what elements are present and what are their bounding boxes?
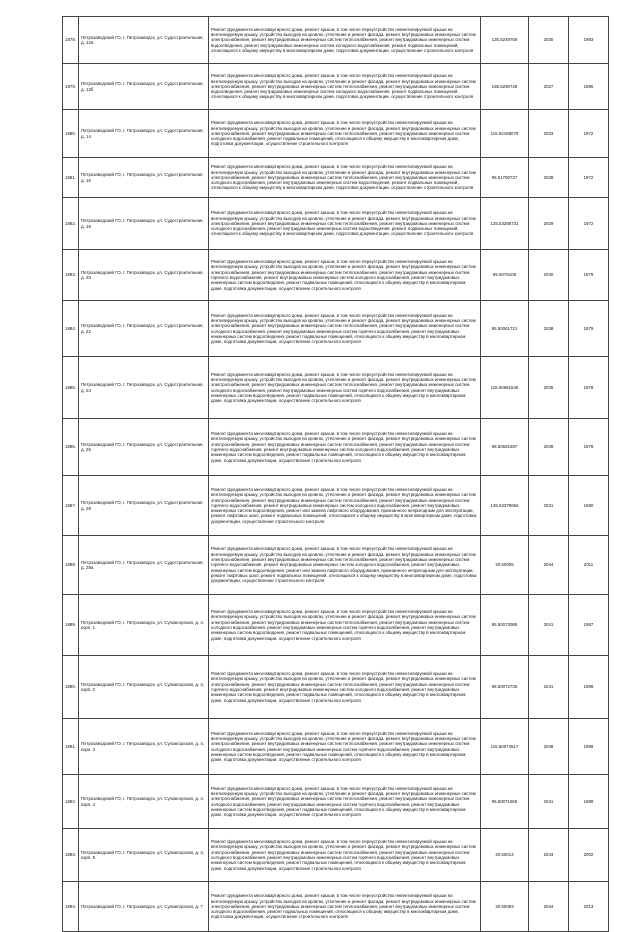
address-cell: Петрозаводский ГО, г. Петрозаводск, ул. Судостроительная, д. 24 (79, 357, 209, 419)
works-cell: Ремонт фундамента многоквартирного дома, ремонт крыши, в том числе переустройство невентилируемой крыши на вентилируемую крышу, устройство выходов на кровлю, утепление и ремонт фасада, ремонт внутридомовых инженерных систем электроснабжения, ремонт внутридомовых инженерных систем теплоснабжения, ремонт внутридомовых инженерных систем горячего водоснабжения, ремонт внутридомовых инженерных систем холодного водоснабжения, ремонт внутридомовых инженерных систем водоотведения, ремонт подвальных помещений, относящихся к общему имуществу в многоквартирном доме, подготовка документации, осуществление строительного контроля (209, 419, 481, 476)
works-cell: Ремонт фундамента многоквартирного дома, ремонт крыши, в том числе переустройство невентилируемой крыши на вентилируемую крышу, устройство выходов на кровлю, утепление и ремонт фасада, ремонт внутридомовых инженерных систем электроснабжения, ремонт внутридомовых инженерных систем теплоснабжения, ремонт внутридомовых инженерных систем холодного водоснабжения, ремонт внутридомовых инженерных систем горячего водоснабжения, ремонт внутридомовых инженерных систем водоотведения, ремонт подвальных помещений, относящихся к общему имуществу в многоквартирном доме, подготовка документации, осуществление строительного контроля (209, 719, 481, 775)
row-number: 1883. (63, 250, 79, 301)
cost-cell: 115.50681546 (481, 357, 529, 419)
planned-year-cell: 2040 (529, 250, 569, 301)
planned-year-cell: 2043 (529, 829, 569, 882)
table-row (63, 882, 609, 932)
built-year-cell: 2011 (569, 536, 609, 595)
address-cell: Петрозаводский ГО, г. Петрозаводск, ул. Сулажгорская, д. 4, корп. 2 (79, 656, 209, 719)
cost-cell: 20.50014 (481, 829, 529, 882)
address-cell: Петрозаводский ГО, г. Петрозаводск, ул. Судостроительная, д. 18 (79, 198, 209, 250)
planned-year-cell: 2036 (529, 357, 569, 419)
address-cell: Петрозаводский ГО, г. Петрозаводск, ул. Судостроительная, д. 12а (79, 17, 209, 64)
address-cell: Петрозаводский ГО, г. Петрозаводск, ул. Судостроительная, д. 28а (79, 536, 209, 595)
program-table (62, 16, 609, 932)
table-row (63, 110, 609, 158)
cost-cell: 95.5075109 (481, 250, 529, 301)
works-cell: Ремонт фундамента многоквартирного дома, ремонт крыши, в том числе переустройство невентилируемой крыши на вентилируемую крышу, устройство выходов на кровлю, утепление и ремонт фасада, ремонт внутридомовых инженерных систем электроснабжения, ремонт внутридомовых инженерных систем теплоснабжения, ремонт внутридомовых инженерных систем водоотведения, ремонт внутридомовых инженерных систем холодного водоснабжения, ремонт подвальных помещений, относящихся к общему имуществу в многоквартирном доме, подготовка документации, осуществление строительного контроля (209, 64, 481, 110)
planned-year-cell: 2038 (529, 719, 569, 775)
table-row (63, 719, 609, 775)
built-year-cell: 1986 (569, 64, 609, 110)
cost-cell: 95.50061721 (481, 301, 529, 357)
cost-cell: 95.51790737 (481, 158, 529, 198)
address-cell: Петрозаводский ГО, г. Петрозаводск, ул. Сулажгорская, д. 4, корп. 1 (79, 595, 209, 656)
built-year-cell: 1983 (569, 17, 609, 64)
row-number: 1878. (63, 17, 79, 64)
works-cell: Ремонт фундамента многоквартирного дома, ремонт крыши, в том числе переустройство невентилируемой крыши на вентилируемую крышу, устройство выходов на кровлю, утепление и ремонт фасада, ремонт внутридомовых инженерных систем электроснабжения, ремонт внутридомовых инженерных систем теплоснабжения, ремонт внутридомовых инженерных систем водоотведения, ремонт внутридомовых инженерных систем холодного водоснабжения, ремонт подвальных помещений, относящихся к общему имуществу в многоквартирном доме, подготовка документации, осуществление строительного контроля (209, 17, 481, 64)
works-cell: Ремонт фундамента многоквартирного дома, ремонт крыши, в том числе переустройство невентилируемой крыши на вентилируемую крышу, устройство выходов на кровлю, утепление и ремонт фасада, ремонт внутридомовых инженерных систем электроснабжения, ремонт внутридомовых инженерных систем теплоснабжения, ремонт внутридомовых инженерных систем холодного водоснабжения, ремонт внутридомовых инженерных систем водоотведения, ремонт подвальных помещений, относящихся к общему имуществу в многоквартирном доме, подготовка документации, осуществление строительного контроля (209, 198, 481, 250)
cost-cell: 155.5290748 (481, 64, 529, 110)
cost-cell: 115.52168079 (481, 110, 529, 158)
table-row (63, 301, 609, 357)
planned-year-cell: 2041 (529, 595, 569, 656)
built-year-cell: 1980 (569, 476, 609, 536)
built-year-cell: 1979 (569, 250, 609, 301)
cost-cell: 20.50093 (481, 882, 529, 932)
row-number: 1891. (63, 719, 79, 775)
built-year-cell: 1987 (569, 595, 609, 656)
row-number: 1886. (63, 419, 79, 476)
cost-cell: 135.52379666 (481, 476, 529, 536)
row-number: 1882. (63, 198, 79, 250)
works-cell: Ремонт фундамента многоквартирного дома, ремонт крыши, в том числе переустройство невентилируемой крыши на вентилируемую крышу, устройство выходов на кровлю, утепление и ремонт фасада, ремонт внутридомовых инженерных систем электроснабжения, ремонт внутридомовых инженерных систем теплоснабжения, ремонт внутридомовых инженерных систем холодного водоснабжения, ремонт внутридомовых инженерных систем горячего водоснабжения, ремонт внутридомовых инженерных систем водоотведения, ремонт подвальных помещений, относящихся к общему имуществу в многоквартирном доме, подготовка документации, осуществление строительного контроля (209, 829, 481, 882)
cost-cell: 95.50071665 (481, 775, 529, 829)
table-row (63, 775, 609, 829)
table-row (63, 595, 609, 656)
row-number: 1881. (63, 158, 79, 198)
planned-year-cell: 2027 (529, 64, 569, 110)
built-year-cell: 1989 (569, 775, 609, 829)
built-year-cell: 1972 (569, 158, 609, 198)
address-cell: Петрозаводский ГО, г. Петрозаводск, ул. Судостроительная, д. 22 (79, 301, 209, 357)
built-year-cell: 2002 (569, 829, 609, 882)
cost-cell: 115.50074517 (481, 719, 529, 775)
address-cell: Петрозаводский ГО, г. Петрозаводск, ул. Судостроительная, д. 14 (79, 110, 209, 158)
address-cell: Петрозаводский ГО, г. Петрозаводск, ул. Судостроительная, д. 20 (79, 250, 209, 301)
row-number: 1894. (63, 882, 79, 932)
table-row (63, 17, 609, 64)
row-number: 1879. (63, 64, 79, 110)
works-cell: Ремонт фундамента многоквартирного дома, ремонт крыши, в том числе переустройство невентилируемой крыши на вентилируемую крышу, устройство выходов на кровлю, утепление и ремонт фасада, ремонт внутридомовых инженерных систем электроснабжения, ремонт внутридомовых инженерных систем теплоснабжения, ремонт внутридомовых инженерных систем холодного водоснабжения, ремонт подвальных помещений, относящихся к общему имуществу в многоквартирном доме, подготовка документации, осуществление строительного контроля (209, 110, 481, 158)
address-cell: Петрозаводский ГО, г. Петрозаводск, ул. Судостроительная, д. 16 (79, 158, 209, 198)
built-year-cell: 1979 (569, 301, 609, 357)
built-year-cell: 1988 (569, 656, 609, 719)
table-row (63, 656, 609, 719)
table-row (63, 198, 609, 250)
planned-year-cell: 2033 (529, 110, 569, 158)
works-cell: Ремонт фундамента многоквартирного дома, ремонт крыши, в том числе переустройство невентилируемой крыши на вентилируемую крышу, устройство выходов на кровлю, утепление и ремонт фасада, ремонт внутридомовых инженерных систем электроснабжения, ремонт внутридомовых инженерных систем теплоснабжения, ремонт внутридомовых инженерных систем холодного водоснабжения, ремонт внутридомовых инженерных систем горячего водоснабжения, ремонт внутридомовых инженерных систем водоотведения, ремонт подвальных помещений, относящихся к общему имуществу в многоквартирном доме, подготовка документации, осуществление строительного контроля (209, 357, 481, 419)
built-year-cell: 1972 (569, 198, 609, 250)
row-number: 1888. (63, 536, 79, 595)
row-number: 1889. (63, 595, 79, 656)
planned-year-cell: 2038 (529, 301, 569, 357)
row-number: 1887. (63, 476, 79, 536)
works-cell: Ремонт фундамента многоквартирного дома, ремонт крыши, в том числе переустройство невентилируемой крыши на вентилируемую крышу, устройство выходов на кровлю, утепление и ремонт фасада, ремонт внутридомовых инженерных систем электроснабжения, ремонт внутридомовых инженерных систем теплоснабжения, ремонт внутридомовых инженерных систем горячего водоснабжения, ремонт внутридомовых инженерных систем холодного водоснабжения, ремонт внутридомовых инженерных систем водоотведения, ремонт или замена лифтового оборудования, признанного непригодным для эксплуатации, ремонт лифтовых шахт, ремонт подвальных помещений, относящихся к общему имуществу в многоквартирном доме, подготовка документации, осуществление строительного контроля (209, 536, 481, 595)
row-number: 1893. (63, 829, 79, 882)
cost-cell: 95.50681697 (481, 419, 529, 476)
cost-cell: 135.53288731 (481, 198, 529, 250)
planned-year-cell: 2044 (529, 882, 569, 932)
address-cell: Петрозаводский ГО, г. Петрозаводск, ул. Сулажгорская, д. 4, корп. 5 (79, 829, 209, 882)
cost-cell: 95.50073085 (481, 595, 529, 656)
works-cell: Ремонт фундамента многоквартирного дома, ремонт крыши, в том числе переустройство невентилируемой крыши на вентилируемую крышу, устройство выходов на кровлю, утепление и ремонт фасада, ремонт внутридомовых инженерных систем электроснабжения, ремонт внутридомовых инженерных систем теплоснабжения, ремонт внутридомовых инженерных систем холодного водоснабжения, ремонт внутридомовых инженерных систем горячего водоснабжения, ремонт внутридомовых инженерных систем водоотведения, ремонт подвальных помещений, относящихся к общему имуществу в многоквартирном доме, подготовка документации, осуществление строительного контроля (209, 775, 481, 829)
built-year-cell: 1978 (569, 419, 609, 476)
table-row (63, 829, 609, 882)
works-cell: Ремонт фундамента многоквартирного дома, ремонт крыши, в том числе переустройство невентилируемой крыши на вентилируемую крышу, устройство выходов на кровлю, утепление и ремонт фасада, ремонт внутридомовых инженерных систем электроснабжения, ремонт внутридомовых инженерных систем теплоснабжения, ремонт внутридомовых инженерных систем холодного водоснабжения, ремонт подвальных помещений, относящихся к общему имуществу в многоквартирном доме, подготовка документации, осуществление строительного контроля (209, 882, 481, 932)
built-year-cell: 2013 (569, 882, 609, 932)
address-cell: Петрозаводский ГО, г. Петрозаводск, ул. Судостроительная, д. 26 (79, 419, 209, 476)
table-body (63, 17, 609, 932)
works-cell: Ремонт фундамента многоквартирного дома, ремонт крыши, в том числе переустройство невентилируемой крыши на вентилируемую крышу, устройство выходов на кровлю, утепление и ремонт фасада, ремонт внутридомовых инженерных систем электроснабжения, ремонт внутридомовых инженерных систем теплоснабжения, ремонт внутридомовых инженерных систем холодного водоснабжения, ремонт внутридомовых инженерных систем горячего водоснабжения, ремонт внутридомовых инженерных систем водоотведения, ремонт подвальных помещений, относящихся к общему имуществу в многоквартирном доме, подготовка документации, осуществление строительного контроля (209, 301, 481, 357)
cost-cell: 95.50072736 (481, 656, 529, 719)
planned-year-cell: 2044 (529, 536, 569, 595)
row-number: 1890. (63, 656, 79, 719)
built-year-cell: 1972 (569, 110, 609, 158)
planned-year-cell: 2038 (529, 158, 569, 198)
table-row (63, 536, 609, 595)
row-number: 1892. (63, 775, 79, 829)
works-cell: Ремонт фундамента многоквартирного дома, ремонт крыши, в том числе переустройство невентилируемой крыши на вентилируемую крышу, устройство выходов на кровлю, утепление и ремонт фасада, ремонт внутридомовых инженерных систем электроснабжения, ремонт внутридомовых инженерных систем теплоснабжения, ремонт внутридомовых инженерных систем холодного водоснабжения, ремонт внутридомовых инженерных систем водоотведения, ремонт подвальных помещений, относящихся к общему имуществу в многоквартирном доме, подготовка документации, осуществление строительного контроля (209, 158, 481, 198)
table-row (63, 158, 609, 198)
works-cell: Ремонт фундамента многоквартирного дома, ремонт крыши, в том числе переустройство невентилируемой крыши на вентилируемую крышу, устройство выходов на кровлю, утепление и ремонт фасада, ремонт внутридомовых инженерных систем электроснабжения, ремонт внутридомовых инженерных систем теплоснабжения, ремонт внутридомовых инженерных систем горячего водоснабжения, ремонт внутридомовых инженерных систем холодного водоснабжения, ремонт внутридомовых инженерных систем водоотведения, ремонт подвальных помещений, относящихся к общему имуществу в многоквартирном доме, подготовка документации, осуществление строительного контроля (209, 656, 481, 719)
planned-year-cell: 2029 (529, 198, 569, 250)
address-cell: Петрозаводский ГО, г. Петрозаводск, ул. Сулажгорская, д. 4, корп. 4 (79, 775, 209, 829)
works-cell: Ремонт фундамента многоквартирного дома, ремонт крыши, в том числе переустройство невентилируемой крыши на вентилируемую крышу, устройство выходов на кровлю, утепление и ремонт фасада, ремонт внутридомовых инженерных систем электроснабжения, ремонт внутридомовых инженерных систем теплоснабжения, ремонт внутридомовых инженерных систем горячего водоснабжения, ремонт внутридомовых инженерных систем холодного водоснабжения, ремонт внутридомовых инженерных систем водоотведения, ремонт или замена лифтового оборудования, признанного непригодным для эксплуатации, ремонт лифтовых шахт, ремонт подвальных помещений, относящихся к общему имуществу в многоквартирном доме, подготовка документации, осуществление строительного контроля (209, 476, 481, 536)
cost-cell: 20.50005 (481, 536, 529, 595)
address-cell: Петрозаводский ГО, г. Петрозаводск, ул. Судостроительная, д. 12б (79, 64, 209, 110)
planned-year-cell: 2030 (529, 17, 569, 64)
planned-year-cell: 2041 (529, 656, 569, 719)
table-row (63, 64, 609, 110)
row-number: 1885. (63, 357, 79, 419)
table-row (63, 419, 609, 476)
planned-year-cell: 2039 (529, 419, 569, 476)
row-number: 1880. (63, 110, 79, 158)
row-number: 1884. (63, 301, 79, 357)
address-cell: Петрозаводский ГО, г. Петрозаводск, ул. Судостроительная, д. 28 (79, 476, 209, 536)
cost-cell: 135.5249759 (481, 17, 529, 64)
table-row (63, 476, 609, 536)
planned-year-cell: 2031 (529, 476, 569, 536)
works-cell: Ремонт фундамента многоквартирного дома, ремонт крыши, в том числе переустройство невентилируемой крыши на вентилируемую крышу, устройство выходов на кровлю, утепление и ремонт фасада, ремонт внутридомовых инженерных систем электроснабжения, ремонт внутридомовых инженерных систем теплоснабжения, ремонт внутридомовых инженерных систем холодного водоснабжения, ремонт внутридомовых инженерных систем горячего водоснабжения, ремонт внутридомовых инженерных систем водоотведения, ремонт подвальных помещений, относящихся к общему имуществу в многоквартирном доме, подготовка документации, осуществление строительного контроля (209, 595, 481, 656)
planned-year-cell: 2041 (529, 775, 569, 829)
works-cell: Ремонт фундамента многоквартирного дома, ремонт крыши, в том числе переустройство невентилируемой крыши на вентилируемую крышу, устройство выходов на кровлю, утепление и ремонт фасада, ремонт внутридомовых инженерных систем электроснабжения, ремонт внутридомовых инженерных систем теплоснабжения, ремонт внутридомовых инженерных систем горячего водоснабжения, ремонт внутридомовых инженерных систем холодного водоснабжения, ремонт внутридомовых инженерных систем водоотведения, ремонт подвальных помещений, относящихся к общему имуществу в многоквартирном доме, подготовка документации, осуществление строительного контроля (209, 250, 481, 301)
built-year-cell: 1978 (569, 357, 609, 419)
address-cell: Петрозаводский ГО, г. Петрозаводск, ул. Сулажгорская, д. 4, корп. 3 (79, 719, 209, 775)
table-row (63, 357, 609, 419)
table-row (63, 250, 609, 301)
address-cell: Петрозаводский ГО, г. Петрозаводск, ул. Сулажгорская, д. 7 (79, 882, 209, 932)
built-year-cell: 1988 (569, 719, 609, 775)
